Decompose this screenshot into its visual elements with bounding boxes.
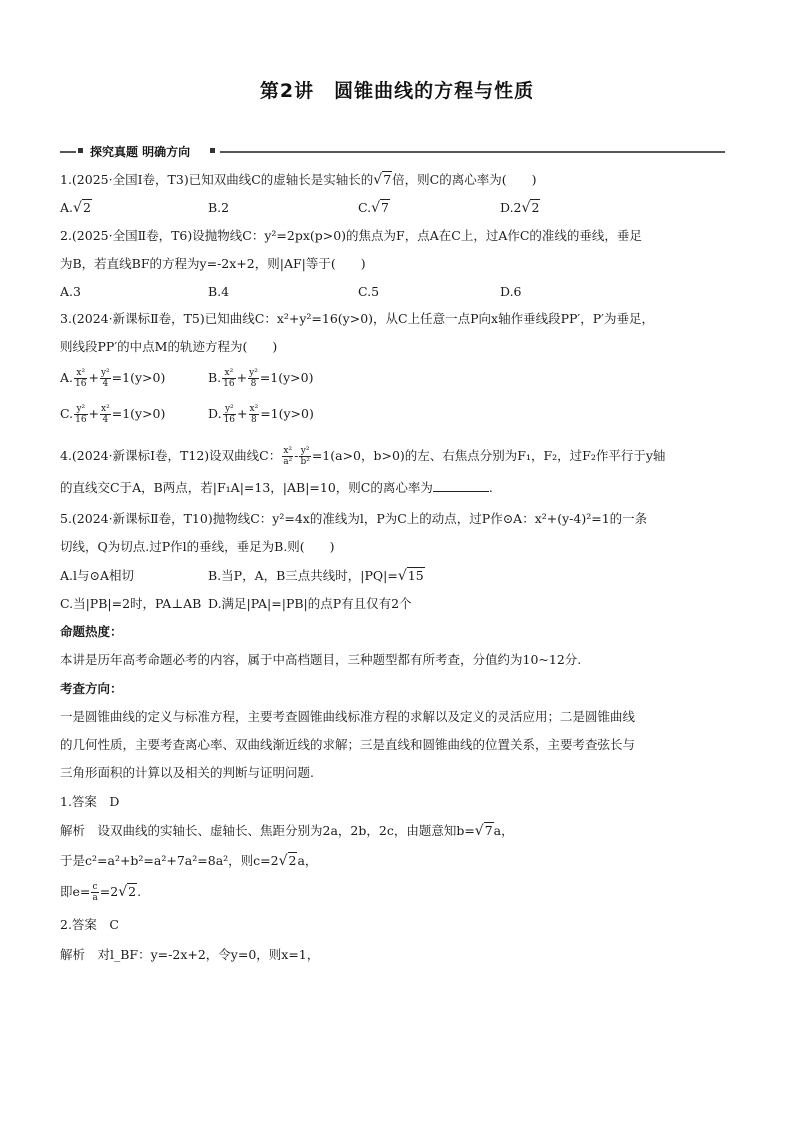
q3-a-op: +: [88, 370, 99, 385]
q3-b-num2: y²: [249, 368, 258, 378]
ans1-frac-den: a: [92, 893, 98, 903]
q5-option-d: D.满足|PA|=|PB|的点P有且仅有2个: [208, 596, 412, 611]
direction-line-1: 一是圆锥曲线的定义与标准方程，主要考查圆锥曲线标准方程的求解以及定义的灵活应用；二是圆锥曲线: [60, 709, 636, 724]
question-1-stem: [60, 171, 536, 189]
section-rule-right: [220, 151, 725, 153]
direction-heading: 考查方向：: [60, 681, 123, 696]
ans1-line1-b: a，: [493, 823, 514, 838]
q1-option-a-prefix: A.: [60, 200, 74, 215]
question-2-line-2: 为B，若直线BF的方程为y=-2x+2，则|AF|等于( ): [60, 256, 366, 271]
answer-1-line-3: 即e= $\frac{c}{a}$ =2√2.: [60, 882, 142, 903]
ans1-line2-rad: 2: [288, 853, 297, 868]
q1-stem-text-b: 倍，则C的离心率为( ): [392, 172, 537, 187]
q4-frac1-num: x²: [283, 446, 293, 456]
q4-line2-end: .: [488, 480, 493, 495]
heat-text: 本讲是历年高考命题必考的内容，属于中高档题目，三种题型都有所考查，分值约为10~12分.: [60, 652, 582, 667]
q3-option-d: [208, 404, 314, 425]
q3-d-num1: y²: [223, 404, 236, 415]
ans1-line3-c: .: [137, 884, 142, 899]
q1-option-c: C.√7: [358, 200, 389, 216]
question-5-line-2: 切线，Q为切点.过P作l的垂线，垂足为B.则( ): [60, 539, 335, 554]
q3-a-prefix: A.: [60, 370, 74, 385]
q1-sqrt: √7: [373, 172, 392, 188]
q1-sqrt-value: 7: [383, 172, 392, 187]
q2-option-d: D.6: [500, 284, 522, 299]
section-rule-left: [60, 151, 76, 153]
q3-d-op: +: [237, 406, 248, 421]
q1-option-d-prefix: D.2: [500, 200, 522, 215]
q3-d-prefix: D.: [208, 406, 222, 421]
section-marker-right: [210, 148, 215, 153]
q3-c-prefix: C.: [60, 406, 74, 421]
q2-option-c: C.5: [358, 284, 380, 299]
ans1-line3-b: =2: [99, 884, 119, 899]
q1-option-a-rad: 2: [82, 200, 91, 215]
q3-c-tail: =1(y>0): [111, 406, 166, 421]
q3-d-tail: =1(y>0): [260, 406, 314, 421]
q4-frac2-num: y²: [300, 446, 310, 456]
q1-option-c-rad: 7: [381, 200, 389, 215]
q4-op: -: [294, 448, 299, 463]
question-4-line-2: [60, 479, 493, 497]
ans1-line3-a: 即e=: [60, 884, 91, 899]
ans1-line1-a: 解析 设双曲线的实轴长、虚轴长、焦距分别为2a，2b，2c，由题意知b=: [60, 823, 475, 838]
q3-a-tail: =1(y>0): [111, 370, 166, 385]
q4-line2-text: 的直线交C于A，B两点，若|F₁A|=13，|AB|=10，则C的离心率为: [60, 480, 433, 495]
q3-c-den2: 4: [102, 415, 109, 425]
q3-d-den2: 8: [250, 415, 257, 425]
question-5-line-1: 5.(2024·新课标Ⅱ卷，T10)抛物线C：y²=4x的准线为l，P为C上的动点，过P作⊙A：x²+(y-4)²=1的一条: [60, 511, 648, 526]
q3-b-prefix: B.: [208, 370, 222, 385]
section-label: 探究真题 明确方向: [90, 145, 191, 159]
q5-option-b-text: B.当P，A，B三点共线时，|PQ|=: [208, 568, 398, 583]
page-title: 第2讲 圆锥曲线的方程与性质: [259, 80, 535, 102]
question-4-line-1: [60, 446, 665, 467]
direction-line-2: 的几何性质，主要考查离心率、双曲线渐近线的求解；三是直线和圆锥曲线的位置关系，主要考查弦长与: [60, 737, 636, 752]
q3-option-b: [208, 368, 313, 389]
q4-text-a: 4.(2024·新课标Ⅰ卷，T12)设双曲线C：: [60, 448, 282, 463]
answer-blank[interactable]: [433, 479, 489, 492]
q5-option-b: B.当P，A，B三点共线时，|PQ|=√15: [208, 568, 424, 584]
q3-c-num2: x²: [101, 404, 110, 414]
q3-a-num2: y²: [100, 368, 110, 378]
answer-1-line-2: 于是c²=a²+b²=a²+7a²=8a²，则c=2√2a，: [60, 853, 318, 869]
q4-frac2-den: b²: [300, 457, 310, 467]
q3-b-den2: 8: [250, 379, 257, 389]
q3-option-a: [60, 368, 165, 389]
ans1-line2-b: a，: [297, 853, 318, 868]
q5-option-a: A.l与⊙A相切: [60, 568, 134, 583]
q2-option-a: A.3: [60, 284, 81, 299]
q3-option-c: [60, 404, 165, 425]
answer-1-line-1: 解析 设双曲线的实轴长、虚轴长、焦距分别为2a，2b，2c，由题意知b=√7a，: [60, 823, 514, 839]
heat-heading: 命题热度：: [60, 624, 123, 639]
q2-option-b: B.4: [208, 284, 230, 299]
q1-option-d: D.2√2: [500, 200, 540, 216]
q3-a-den1: 16: [75, 379, 87, 389]
question-2-line-1: 2.(2025·全国Ⅱ卷，T6)设抛物线C：y²=2px(p>0)的焦点为F，点A在C上，过A作C的准线的垂线，垂足: [60, 228, 642, 243]
question-3-line-2: 则线段PP′的中点M的轨迹方程为( ): [60, 339, 278, 354]
answer-2-label: 2.答案 C: [60, 917, 119, 932]
direction-line-3: 三角形面积的计算以及相关的判断与证明问题.: [60, 765, 314, 780]
ans1-frac-num: c: [92, 882, 98, 892]
q3-a-den2: 4: [102, 379, 109, 389]
ans1-line1-rad: 7: [484, 823, 493, 838]
q3-c-den1: 16: [75, 415, 87, 425]
q3-c-num1: y²: [74, 404, 87, 415]
q3-b-tail: =1(y>0): [259, 370, 314, 385]
q3-a-num1: x²: [74, 368, 87, 379]
q1-option-c-prefix: C.: [358, 200, 372, 215]
ans1-line3-rad: 2: [128, 884, 137, 899]
section-marker-left: [78, 148, 83, 153]
q3-b-op: +: [236, 370, 248, 385]
q3-b-num1: x²: [222, 368, 235, 379]
q3-c-op: +: [88, 406, 100, 421]
q3-b-den1: 16: [223, 379, 235, 389]
q3-d-den1: 16: [223, 415, 236, 425]
answer-2-line-1: 解析 对l_BF：y=-2x+2，令y=0，则x=1，: [60, 947, 320, 962]
q3-d-num2: x²: [249, 404, 259, 414]
q4-text-b: =1(a>0，b>0)的左、右焦点分别为F₁，F₂，过F₂作平行于y轴: [311, 448, 666, 463]
ans1-line2-a: 于是c²=a²+b²=a²+7a²=8a²，则c=2: [60, 853, 279, 868]
q1-option-d-rad: 2: [531, 200, 540, 215]
answer-1-label: 1.答案 D: [60, 794, 120, 809]
q1-stem-text-a: 1.(2025·全国Ⅰ卷，T3)已知双曲线C的虚轴长是实轴长的: [60, 172, 374, 187]
q4-frac1-den: a²: [283, 457, 293, 467]
q5-option-b-rad: 15: [407, 568, 424, 583]
q1-option-b: B.2: [208, 200, 230, 215]
q1-option-a: A.√2: [60, 200, 91, 216]
section-header: [60, 143, 725, 161]
question-3-line-1: 3.(2024·新课标Ⅱ卷，T5)已知曲线C：x²+y²=16(y>0)，从C上任意一点P向x轴作垂线段PP′，P′为垂足，: [60, 311, 654, 326]
q5-option-c: C.当|PB|=2时，PA⊥AB: [60, 596, 202, 611]
